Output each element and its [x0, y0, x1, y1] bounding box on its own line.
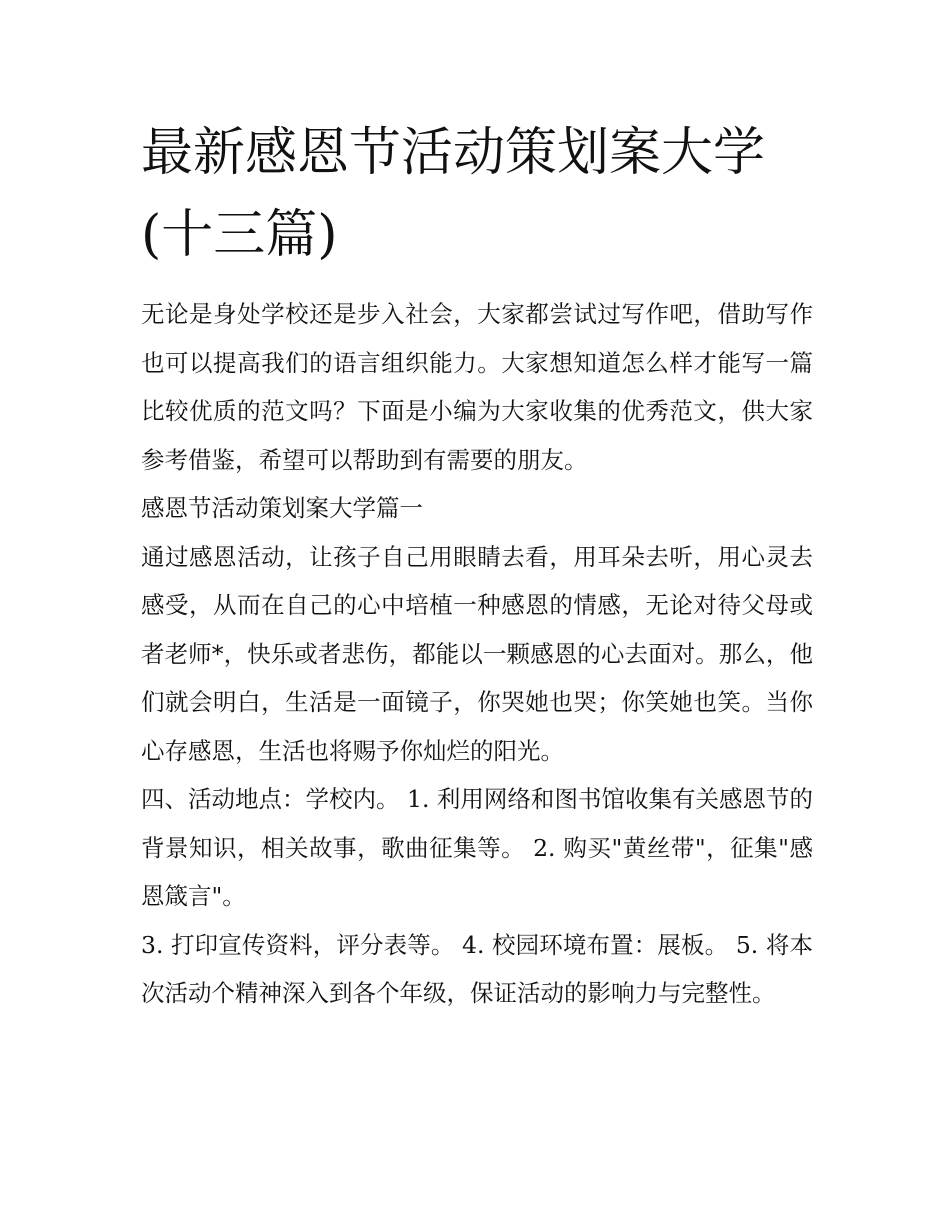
body-paragraph: 3. 打印宣传资料，评分表等。 4. 校园环境布置：展板。 5. 将本次活动个精神深入到各个年级，保证活动的影响力与完整性。	[141, 930, 813, 1007]
body-paragraph: 四、活动地点：学校内。 1. 利用网络和图书馆收集有关感恩节的背景知识，相关故事，歌曲征集等。 2. 购买"黄丝带"，征集"感恩箴言"。	[141, 785, 813, 910]
document-page	[141, 112, 813, 1018]
body-paragraph: 通过感恩活动，让孩子自己用眼睛去看，用耳朵去听，用心灵去感受，从而在自己的心中培植一种感恩的情感，无论对待父母或者老师*，快乐或者悲伤，都能以一颗感恩的心去面对。那么，他们就会明白，生活是一面镜子，你哭她也哭；你笑她也笑。当你心存感恩，生活也将赐予你灿烂的阳光。	[141, 542, 813, 765]
document-title: 最新感恩节活动策划案大学(十三篇)	[141, 123, 766, 265]
intro-paragraph: 无论是身处学校还是步入社会，大家都尝试过写作吧，借助写作也可以提高我们的语言组织能力。大家想知道怎么样才能写一篇比较优质的范文吗？下面是小编为大家收集的优秀范文，供大家参考借鉴，希望可以帮助到有需要的朋友。	[141, 300, 813, 474]
section-heading: 感恩节活动策划案大学篇一	[141, 494, 423, 522]
